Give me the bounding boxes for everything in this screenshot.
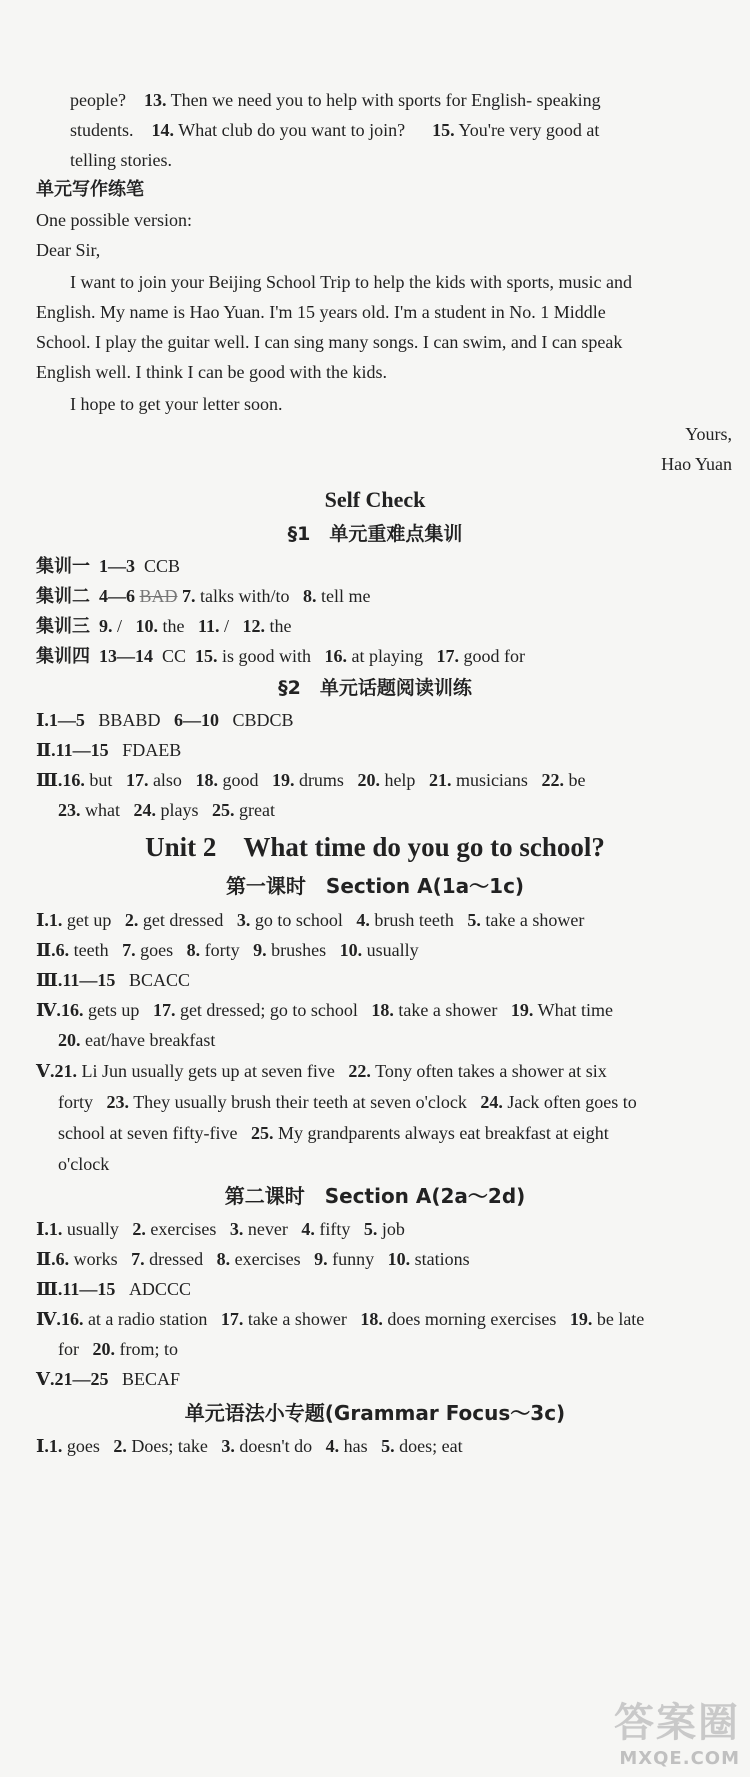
lesson2-row-4: Ⅳ.16. at a radio station 17. take a shower 18. does morning exercises 19. be late bbox=[36, 1309, 645, 1329]
grammar-heading: 单元语法小专题(Grammar Focus～3c) bbox=[184, 1401, 566, 1425]
reading-1: Ⅰ.1—5 BBABD 6—10 CBDCB bbox=[36, 710, 294, 730]
grammar-row-1: Ⅰ.1. goes 2. Does; take 3. doesn't do 4. has 5. does; eat bbox=[36, 1436, 463, 1456]
lesson2-row-5: for 20. from; to bbox=[58, 1339, 178, 1359]
lesson1-row-3: Ⅲ.11—15 BCACC bbox=[36, 970, 190, 990]
writing-salutation: Dear Sir, bbox=[36, 240, 101, 260]
drill-3: 集训三 9. / 10. the 11. / 12. the bbox=[36, 616, 292, 637]
writing-p1-line2: English. My name is Hao Yuan. I'm 15 years old. I'm a student in No. 1 Middle bbox=[36, 302, 606, 322]
drill-4: 集训四 13—14 CC 15. is good with 16. at playing 17. good for bbox=[36, 646, 526, 667]
writing-p1-line4: English well. I think I can be good with the kids. bbox=[36, 362, 387, 382]
writing-p1-line3: School. I play the guitar well. I can sing many songs. I can swim, and I can speak bbox=[36, 332, 623, 352]
reading-4: 23. what 24. plays 25. great bbox=[58, 800, 275, 820]
self-check-title: Self Check bbox=[324, 487, 426, 512]
top-line-1: people? 13. Then we need you to help with sports for English- speaking bbox=[70, 90, 601, 110]
lesson2-row-2: Ⅱ.6. works 7. dressed 8. exercises 9. funny 10. stations bbox=[36, 1249, 470, 1269]
lesson1-row-1: Ⅰ.1. get up 2. get dressed 3. go to school 4. brush teeth 5. take a shower bbox=[36, 910, 585, 930]
lesson1-row-8: school at seven fifty-five 25. My grandparents always eat breakfast at eight bbox=[58, 1123, 609, 1143]
drill-2: 集训二 4—6 BAD 7. talks with/to 8. tell me bbox=[36, 586, 371, 607]
reading-2: Ⅱ.11—15 FDAEB bbox=[36, 740, 182, 760]
writing-intro: One possible version: bbox=[36, 210, 192, 230]
writing-closing: Yours, bbox=[685, 424, 732, 444]
lesson-1-heading: 第一课时 Section A(1a～1c) bbox=[225, 874, 525, 898]
lesson1-row-5: 20. eat/have breakfast bbox=[58, 1030, 216, 1050]
top-line-2: students. 14. What club do you want to join? 15. You're very good at bbox=[70, 120, 600, 140]
watermark bbox=[614, 1691, 740, 1769]
watermark-url: MXQE.COM bbox=[619, 1748, 740, 1769]
writing-p2: I hope to get your letter soon. bbox=[70, 394, 283, 414]
lesson1-row-7: forty 23. They usually brush their teeth at seven o'clock 24. Jack often goes to bbox=[58, 1092, 637, 1112]
writing-p1-line1: I want to join your Beijing School Trip to help the kids with sports, music and bbox=[70, 272, 632, 292]
lesson2-row-6: Ⅴ.21—25 BECAF bbox=[36, 1369, 180, 1389]
lesson1-row-2: Ⅱ.6. teeth 7. goes 8. forty 9. brushes 10. usually bbox=[36, 940, 419, 960]
unit-2-title: Unit 2 What time do you go to school? bbox=[145, 832, 605, 862]
reading-3: Ⅲ.16. but 17. also 18. good 19. drums 20. help 21. musicians 22. be bbox=[36, 770, 586, 790]
lesson1-row-9: o'clock bbox=[58, 1154, 110, 1174]
lesson1-row-6: Ⅴ.21. Li Jun usually gets up at seven five 22. Tony often takes a shower at six bbox=[36, 1061, 607, 1081]
top-line-3: telling stories. bbox=[70, 150, 172, 170]
lesson1-row-4: Ⅳ.16. gets up 17. get dressed; go to school 18. take a shower 19. What time bbox=[36, 1000, 614, 1020]
lesson2-row-1: Ⅰ.1. usually 2. exercises 3. never 4. fifty 5. job bbox=[36, 1219, 405, 1239]
lesson2-row-3: Ⅲ.11—15 ADCCC bbox=[36, 1279, 191, 1299]
lesson-2-heading: 第二课时 Section A(2a～2d) bbox=[224, 1184, 526, 1208]
writing-signature: Hao Yuan bbox=[661, 454, 732, 474]
section-1-heading: §1 单元重难点集训 bbox=[287, 523, 463, 545]
writing-heading: 单元写作练笔 bbox=[36, 179, 144, 200]
watermark-logo-text: 答案圈 bbox=[614, 1700, 740, 1746]
drill-1: 集训一 1—3 CCB bbox=[36, 556, 181, 577]
section-2-heading: §2 单元话题阅读训练 bbox=[278, 677, 472, 699]
